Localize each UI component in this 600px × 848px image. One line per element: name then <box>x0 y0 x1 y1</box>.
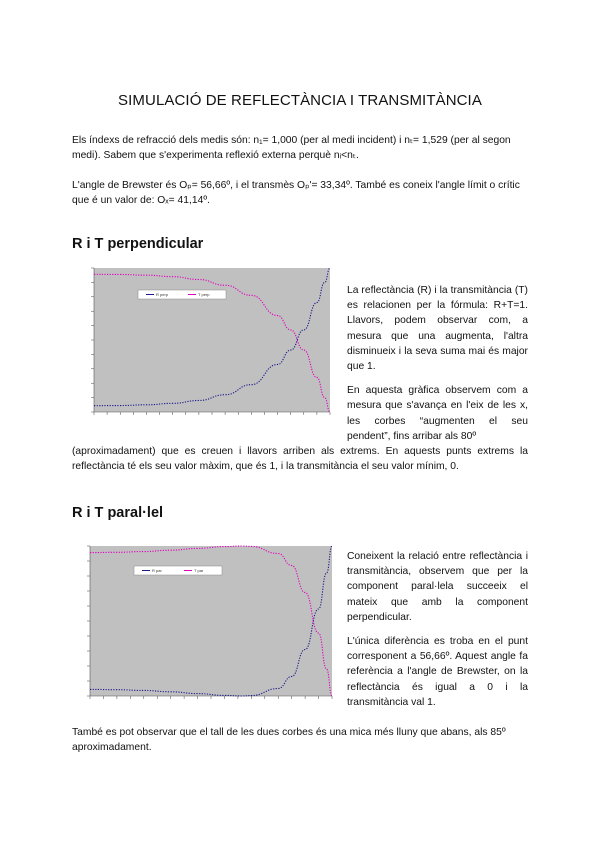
legend-label-1: T perp <box>198 292 210 297</box>
intro-paragraph-2: L'angle de Brewster és Oₚ= 56,66º, i el transmès Oₚ'= 33,34º. També es coneix l'angle límit o crític que é un valor de: Oₓ= 41,14º. <box>72 180 520 206</box>
section-heading-parallel: R i T paral·lel <box>72 505 164 521</box>
legend-label-0: R perp <box>156 292 169 297</box>
section1-side-text <box>347 283 528 444</box>
section-heading-perpendicular: R i T perpendicular <box>72 236 204 252</box>
chart-parallel <box>76 540 338 700</box>
section2-side-paragraph-1: Coneixent la relació entre reflectància i transmitància, observem que per la component paral·lela succeeix el mateix que amb la component perpendicular. <box>347 551 528 623</box>
legend-label-1: T par <box>194 568 204 573</box>
section1-side-paragraph-2: En aquesta gràfica observem com a mesura que s'avança en l'eix de les x, les corbes “augmenten el seu pendent”, fins arribar als 80º <box>347 385 528 442</box>
section2-side-text <box>347 549 528 710</box>
section1-continuation: (aproximadament) que es creuen i llavors arriben als extrems. En aquests punts extrems la reflectància té els seu valor màxim, que és 1, i la transmitància el seu valor mínim, 0. <box>72 446 528 472</box>
section2-continuation: També es pot observar que el tall de les dues corbes és una mica més lluny que abans, als 85º aproximadament. <box>72 727 506 753</box>
plot-area <box>94 268 330 412</box>
legend-label-0: R par <box>152 568 162 573</box>
chart-perpendicular <box>80 262 336 422</box>
section1-side-paragraph-1: La reflectància (R) i la transmitància (T) es relacionen per la fórmula: R+T=1. Llavors, podem observar com, a mesura que una augmenta, l'altra disminueix i la seva suma mai és major que 1. <box>347 285 528 373</box>
intro-paragraph-1: Els índexs de refracció dels medis són: n₁= 1,000 (per al medi incident) i nₜ= 1,529 (per al segon medi). Sabem que s'experimenta reflexió externa perquè nᵢ<nₜ. <box>72 135 511 161</box>
section2-side-paragraph-2: L'única diferència es troba en el punt corresponent a 56,66º. Aquest angle fa referència a l'angle de Brewster, on la reflectància és igual a 0 i la transmitància val 1. <box>347 636 528 708</box>
page-title: SIMULACIÓ DE REFLECTÀNCIA I TRANSMITÀNCIA <box>118 92 482 109</box>
